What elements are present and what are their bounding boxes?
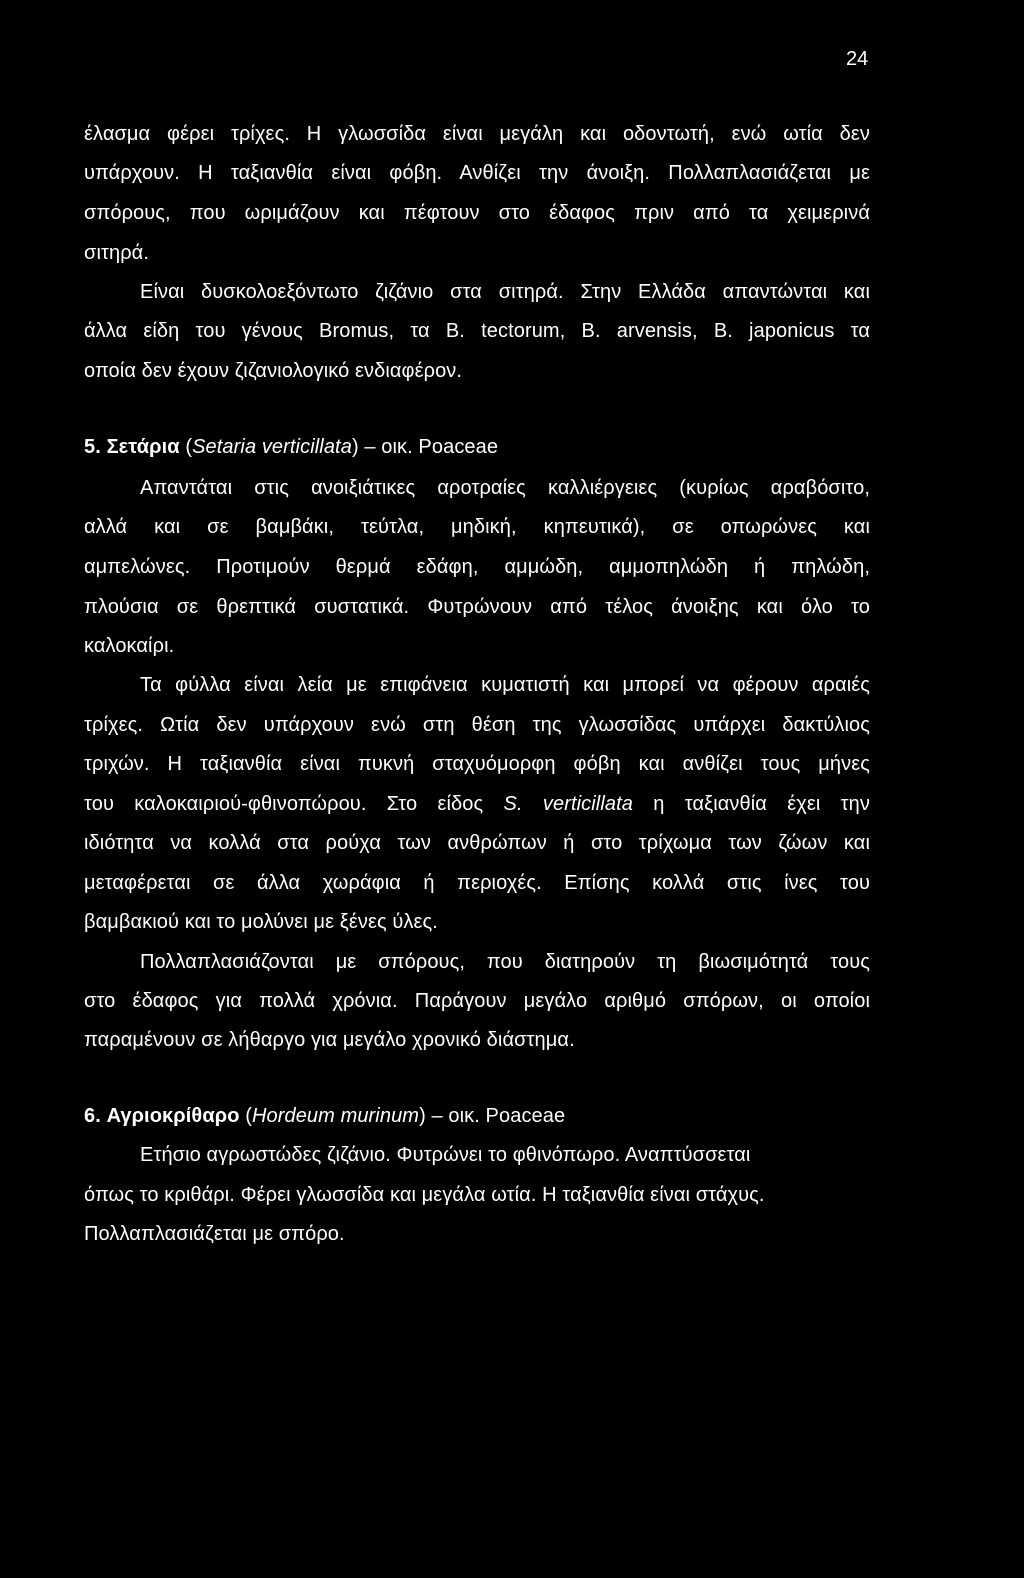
text-line: αμπελώνες. Προτιμούν θερμά εδάφη, αμμώδη, αμμοπηλώδη ή πηλώδη, [84, 556, 870, 578]
heading-latin-name: Hordeum murinum [251, 1105, 420, 1127]
text-line: έλασμα φέρει τρίχες. Η γλωσσίδα είναι μεγάλη και οδοντωτή, ενώ ωτία δεν [84, 123, 870, 145]
heading-paren-open: ( [245, 1105, 252, 1127]
heading-paren-close: ) [351, 436, 359, 458]
heading-common-name: Αγριοκρίθαρο [106, 1105, 240, 1127]
text-line: Είναι δυσκολοεξόντωτο ζιζάνιο στα σιτηρά. Στην Ελλάδα απαντώνται και [140, 281, 870, 303]
section-heading-5 [84, 436, 498, 459]
text-line: παραμένουν σε λήθαργο για μεγάλο χρονικό διάστημα. [84, 1029, 575, 1051]
text-segment: η ταξιανθία έχει την [653, 793, 870, 815]
heading-family: – οικ. Poaceae [431, 1105, 566, 1127]
heading-paren-close: ) [419, 1105, 426, 1127]
text-line: όπως το κριθάρι. Φέρει γλωσσίδα και μεγάλα ωτία. Η ταξιανθία είναι στάχυς. [84, 1184, 765, 1206]
text-line: σπόρους, που ωριμάζουν και πέφτουν στο έδαφος πριν από τα χειμερινά [84, 202, 870, 224]
text-line: σιτηρά. [84, 242, 150, 264]
page-number: 24 [846, 48, 869, 70]
heading-common-name: Σετάρια [106, 436, 180, 458]
text-line: Απαντάται στις ανοιξιάτικες αροτραίες καλλιέργειες (κυρίως αραβόσιτο, [140, 477, 870, 499]
heading-paren-open: ( [185, 436, 193, 458]
text-line: Ετήσιο αγρωστώδες ζιζάνιο. Φυτρώνει το φθινόπωρο. Αναπτύσσεται [140, 1144, 751, 1166]
text-line: καλοκαίρι. [84, 635, 175, 657]
text-line: οποία δεν έχουν ζιζανιολογικό ενδιαφέρον. [84, 360, 463, 382]
text-line: Πολλαπλασιάζονται με σπόρους, που διατηρούν τη βιωσιμότητά τους [140, 951, 870, 973]
text-line: ιδιότητα να κολλά στα ρούχα των ανθρώπων ή στο τρίχωμα των ζώων και [84, 832, 870, 854]
text-line: Πολλαπλασιάζεται με σπόρο. [84, 1223, 345, 1245]
text-line: πλούσια σε θρεπτικά συστατικά. Φυτρώνουν από τέλος άνοιξης και όλο το [84, 596, 870, 618]
text-line-with-latin [84, 793, 870, 816]
heading-number: 5. [84, 436, 101, 458]
text-line: μεταφέρεται σε άλλα χωράφια ή περιοχές. Επίσης κολλά στις ίνες του [84, 872, 870, 894]
section-heading-6 [84, 1105, 565, 1128]
heading-family: – οικ. Poaceae [364, 436, 499, 458]
text-line: Τα φύλλα είναι λεία με επιφάνεια κυματιστή και μπορεί να φέρουν αραιές [140, 674, 870, 696]
text-line: βαμβακιού και το μολύνει με ξένες ύλες. [84, 911, 438, 933]
heading-number: 6. [84, 1105, 101, 1127]
latin-name: S. verticillata [503, 793, 633, 815]
text-segment: του καλοκαιριού-φθινοπώρου. Στο είδος [84, 793, 484, 815]
heading-latin-name: Setaria verticillata [192, 436, 352, 458]
text-line: τριχών. Η ταξιανθία είναι πυκνή σταχυόμορφη φόβη και ανθίζει τους μήνες [84, 753, 870, 775]
text-line: τρίχες. Ωτία δεν υπάρχουν ενώ στη θέση της γλωσσίδας υπάρχει δακτύλιος [84, 714, 870, 736]
text-line: άλλα είδη του γένους Bromus, τα B. tectorum, B. arvensis, B. japonicus τα [84, 320, 870, 342]
text-line: υπάρχουν. Η ταξιανθία είναι φόβη. Ανθίζει την άνοιξη. Πολλαπλασιάζεται με [84, 162, 870, 184]
text-line: αλλά και σε βαμβάκι, τεύτλα, μηδική, κηπευτικά), σε οπωρώνες και [84, 516, 870, 538]
text-line: στο έδαφος για πολλά χρόνια. Παράγουν μεγάλο αριθμό σπόρων, οι οποίοι [84, 990, 870, 1012]
